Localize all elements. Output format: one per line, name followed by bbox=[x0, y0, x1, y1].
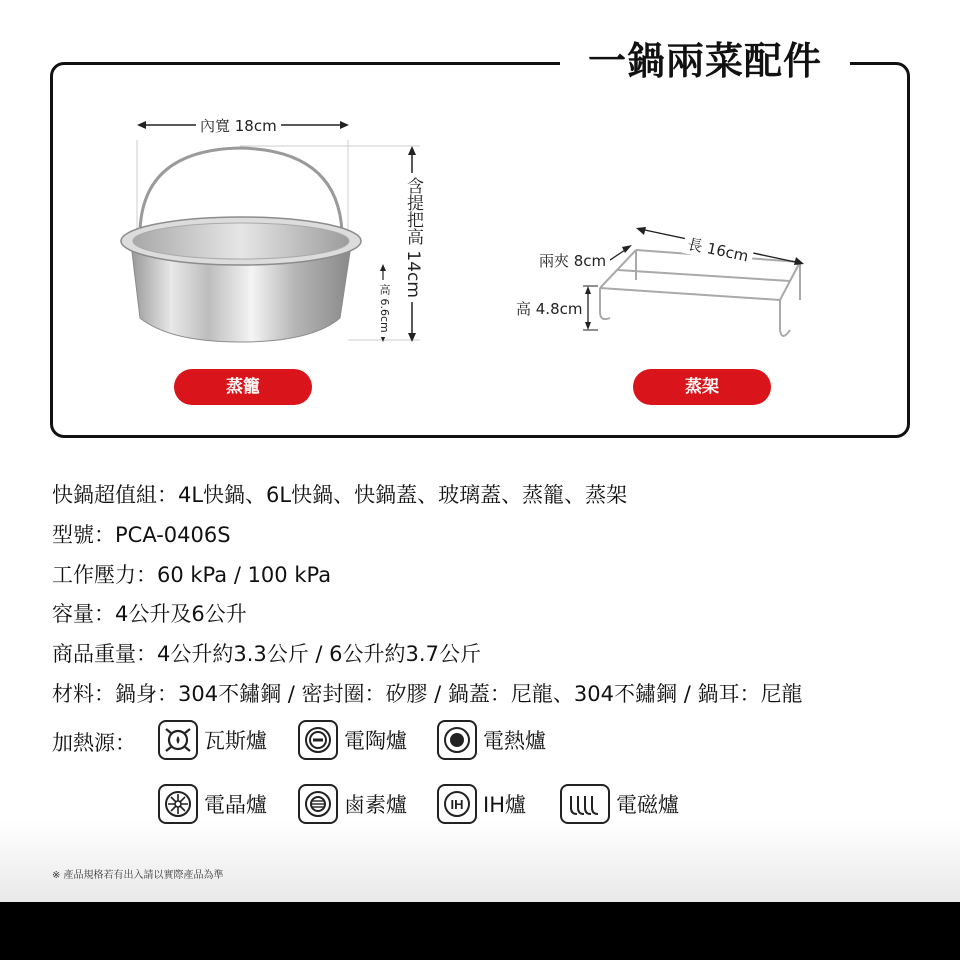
footnote: ※ 產品規格若有出入請以實際產品為準 bbox=[52, 870, 224, 881]
ih-stove-icon bbox=[437, 784, 477, 824]
electric-hotplate-icon bbox=[437, 720, 477, 760]
heat-source-ceramic bbox=[298, 720, 407, 760]
bottom-bar bbox=[0, 902, 960, 960]
rack-clip-label: 兩夾 8cm bbox=[535, 250, 610, 271]
heat-source-halogen bbox=[158, 784, 267, 824]
heat-source-name: 電熱爐 bbox=[483, 729, 546, 753]
rack-height-label: 高 4.8cm bbox=[512, 298, 586, 319]
heat-source-induction bbox=[560, 784, 679, 824]
spec-pressure: 工作壓力：60 kPa / 100 kPa bbox=[52, 563, 332, 587]
heat-source-name: 鹵素爐 bbox=[344, 793, 407, 817]
spec-weight: 商品重量：4公升約3.3公斤 / 6公升約3.7公斤 bbox=[52, 642, 481, 666]
heat-source-name: IH爐 bbox=[483, 793, 526, 817]
heat-source-name: 電磁爐 bbox=[616, 793, 679, 817]
spec-model: 型號：PCA-0406S bbox=[52, 523, 231, 547]
heat-source-hotplate bbox=[437, 720, 546, 760]
spec-set-contents: 快鍋超值組：4L快鍋、6L快鍋、快鍋蓋、玻璃蓋、蒸籠、蒸架 bbox=[52, 483, 628, 507]
spec-materials: 材料：鍋身：304不鏽鋼 / 密封圈：矽膠 / 鍋蓋：尼龍、304不鏽鋼 / 鍋耳：尼龍 bbox=[52, 682, 803, 706]
rack-length-label: 長 16cm bbox=[682, 232, 755, 267]
section-title: 一鍋兩菜配件 bbox=[560, 32, 850, 90]
basket-width-label: 內寬 18cm bbox=[196, 115, 281, 136]
induction-stove-icon bbox=[560, 784, 610, 824]
basket-handle-height-label: 含提把高 14cm bbox=[401, 173, 426, 302]
steamer-basket-badge: 蒸籠 bbox=[174, 369, 312, 405]
basket-body-height-label: 高 6.6cm bbox=[376, 280, 392, 337]
heat-source-gas bbox=[158, 720, 267, 760]
halogen-lamp-stove-icon bbox=[298, 784, 338, 824]
steam-rack-badge: 蒸架 bbox=[633, 369, 771, 405]
heat-source-ih bbox=[437, 784, 526, 824]
spec-capacity: 容量：4公升及6公升 bbox=[52, 602, 247, 626]
heat-source-name: 電晶爐 bbox=[204, 793, 267, 817]
gas-stove-icon bbox=[158, 720, 198, 760]
heat-source-halogen-lamp bbox=[298, 784, 407, 824]
ceramic-stove-icon bbox=[298, 720, 338, 760]
ih-badge-text: IH bbox=[450, 797, 464, 812]
heat-source-name: 瓦斯爐 bbox=[204, 729, 267, 753]
heat-source-name: 電陶爐 bbox=[344, 729, 407, 753]
heat-source-label: 加熱源： bbox=[52, 731, 136, 755]
halogen-stove-icon bbox=[158, 784, 198, 824]
